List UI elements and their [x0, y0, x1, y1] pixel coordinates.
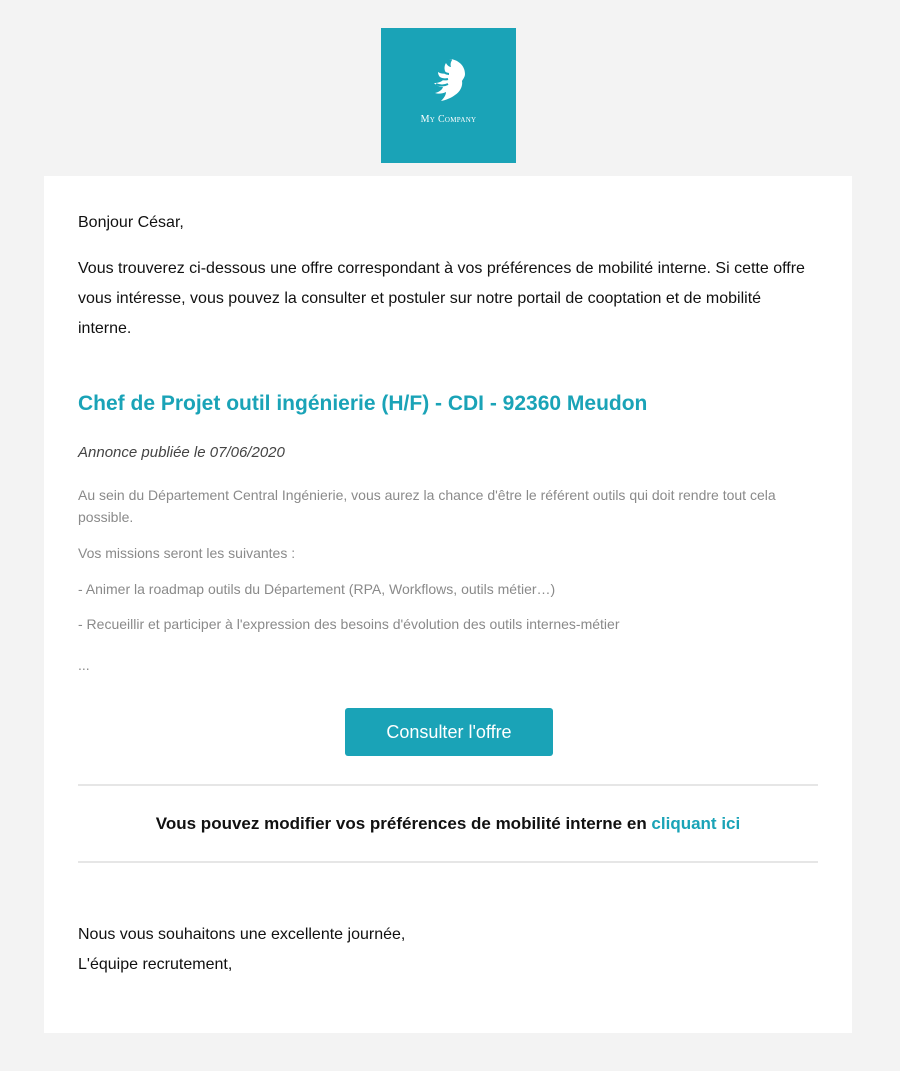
lion-head-icon [427, 56, 469, 106]
divider [78, 784, 818, 786]
description-line: - Recueillir et participer à l'expression des besoins d'évolution des outils internes-métier [78, 616, 620, 632]
job-title[interactable]: Chef de Projet outil ingénierie (H/F) - CDI - 92360 Meudon [78, 392, 648, 415]
greeting: Bonjour César, [78, 214, 184, 231]
preferences-notice [78, 814, 818, 834]
email-body [44, 176, 852, 1033]
view-offer-button[interactable]: Consulter l'offre [345, 708, 553, 756]
description-line: ... [78, 657, 90, 673]
description-line: Vos missions seront les suivantes : [78, 545, 296, 561]
preferences-link[interactable]: cliquant ici [651, 814, 741, 833]
signature: L'équipe recrutement, [78, 956, 233, 973]
divider [78, 861, 818, 863]
description-line: - Animer la roadmap outils du Département (RPA, Workflows, outils métier…) [78, 581, 556, 597]
published-date: Annonce publiée le 07/06/2020 [78, 444, 285, 461]
closing [78, 920, 818, 980]
company-name: My Company [420, 114, 477, 125]
closing-line: Nous vous souhaitons une excellente journée, [78, 926, 406, 943]
company-logo [381, 28, 516, 163]
description-line: Au sein du Département Central Ingénierie, vous aurez la chance d'être le référent outils qui doit rendre tout cela possible. [78, 487, 776, 525]
intro-paragraph: Vous trouverez ci-dessous une offre correspondant à vos préférences de mobilité interne. Si cette offre vous intéresse, vous pouvez la consulter et postuler sur notre portail de cooptation et de mobilité interne. [78, 260, 805, 337]
preferences-text: Vous pouvez modifier vos préférences de mobilité interne en [155, 814, 652, 833]
